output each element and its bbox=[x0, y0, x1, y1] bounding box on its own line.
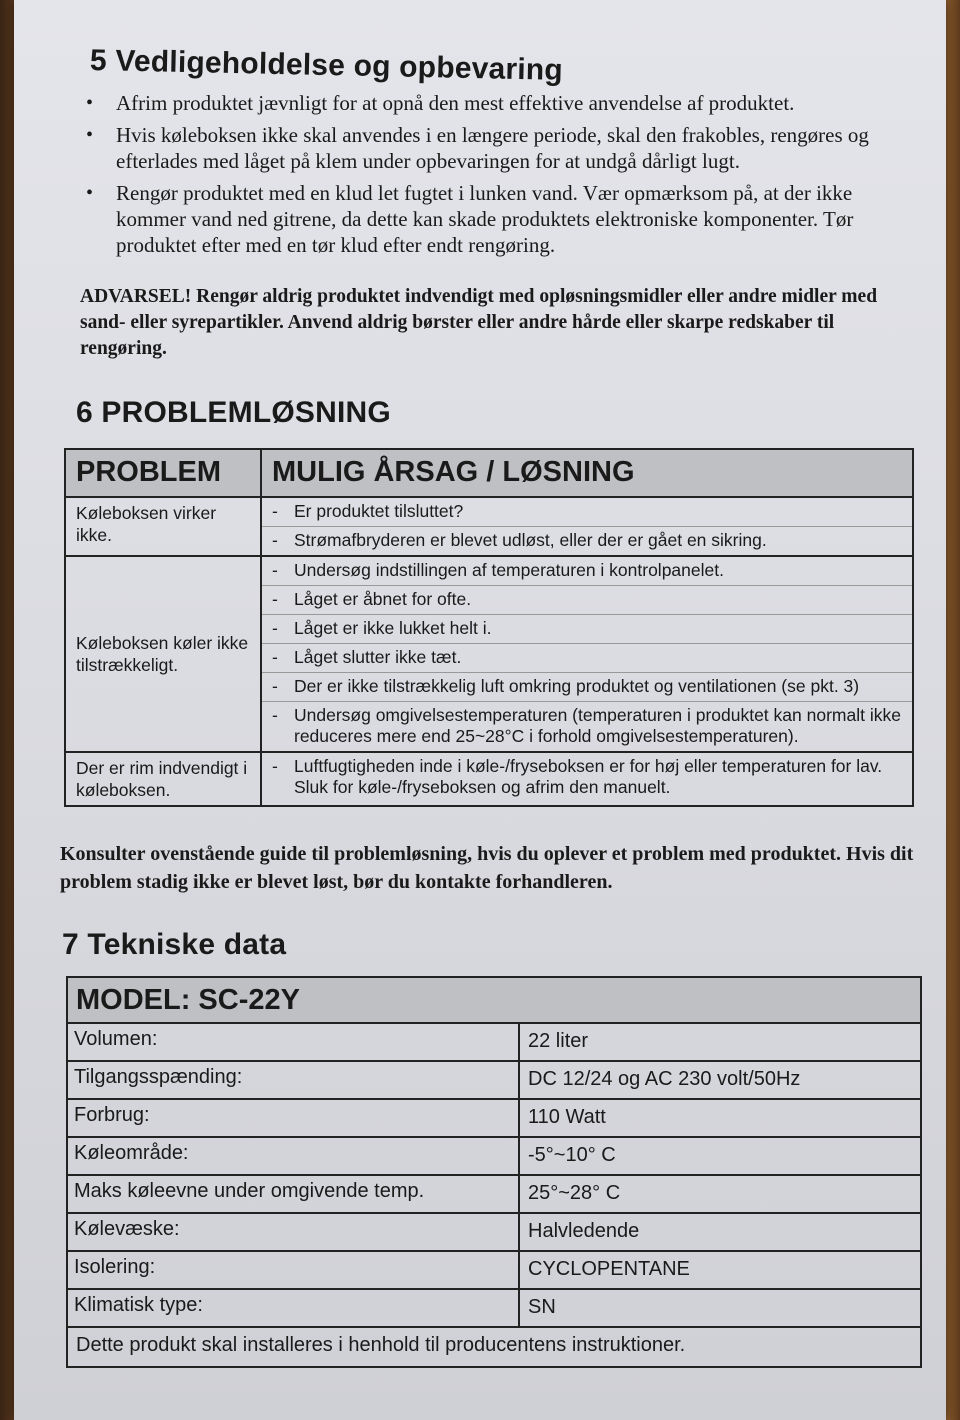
table-row bbox=[68, 1176, 920, 1214]
solution-text: Undersøg indstillingen af temperaturen i kontrolpanelet. bbox=[294, 560, 724, 580]
problem-cell: Køleboksen køler ikke tilstrækkeligt. bbox=[66, 557, 262, 751]
column-header-solution: MULIG ÅRSAG / LØSNING bbox=[272, 456, 635, 488]
spec-value: 25°~28° C bbox=[528, 1182, 621, 1204]
list-item bbox=[82, 180, 922, 258]
solution-item bbox=[262, 557, 912, 586]
solution-text: Undersøg omgivelsestemperaturen (temperaturen i produktet kan normalt ikke reduceres mere end 25~28°C i forhold omgivelsestemperaturen). bbox=[294, 705, 901, 746]
problem-cell: Der er rim indvendigt i køleboksen. bbox=[66, 753, 262, 805]
spec-value: 110 Watt bbox=[528, 1106, 606, 1128]
solution-item bbox=[262, 586, 912, 615]
solution-item bbox=[262, 498, 912, 527]
table-row bbox=[68, 1024, 920, 1062]
section-5-title: 5 Vedligeholdelse og opbevaring bbox=[89, 44, 564, 87]
table-header bbox=[66, 450, 912, 498]
dash: - bbox=[272, 756, 278, 776]
spec-value: 22 liter bbox=[528, 1030, 589, 1052]
dash: - bbox=[272, 501, 278, 521]
dash: - bbox=[272, 589, 278, 609]
table-row bbox=[68, 1290, 920, 1328]
section-6-title: 6 PROBLEMLØSNING bbox=[76, 396, 391, 429]
bullet-icon: • bbox=[86, 124, 94, 146]
spec-key: Tilgangsspænding: bbox=[68, 1062, 520, 1098]
warning-text: ADVARSEL! Rengør aldrig produktet indvendigt med opløsningsmidler eller andre midler med sand- eller syrepartikler. Anvend aldrig børster eller andre hårde eller skarpe redskaber til rengøring. bbox=[80, 286, 878, 359]
dash: - bbox=[272, 618, 278, 638]
technical-data-table bbox=[66, 976, 922, 1368]
solution-item bbox=[262, 615, 912, 644]
dash: - bbox=[272, 560, 278, 580]
model-header: MODEL: SC-22Y bbox=[68, 978, 920, 1024]
spec-value: DC 12/24 og AC 230 volt/50Hz bbox=[528, 1068, 801, 1090]
list-item-text: Hvis køleboksen ikke skal anvendes i en længere periode, skal den frakobles, rengøres og efterlades med låget på klem under opbevaringen for at undgå dårligt lugt. bbox=[116, 123, 869, 173]
spec-value: -5°~10° C bbox=[528, 1144, 616, 1166]
list-item bbox=[82, 90, 922, 116]
installation-note: Dette produkt skal installeres i henhold til producentens instruktioner. bbox=[76, 1334, 686, 1356]
solution-text: Låget slutter ikke tæt. bbox=[294, 647, 462, 667]
solution-cell bbox=[262, 557, 912, 751]
solution-text: Låget er ikke lukket helt i. bbox=[294, 618, 492, 638]
solution-item bbox=[262, 753, 912, 802]
spec-value: SN bbox=[528, 1296, 556, 1318]
problem-cell: Køleboksen virker ikke. bbox=[66, 498, 262, 555]
solution-text: Der er ikke tilstrækkelig luft omkring produktet og ventilationen (se pkt. 3) bbox=[294, 676, 860, 696]
section-7-title: 7 Tekniske data bbox=[62, 928, 287, 961]
solution-text: Luftfugtigheden inde i køle-/fryseboksen er for høj eller temperaturen for lav. Sluk for køle-/fryseboksen og afrim den manuelt. bbox=[294, 756, 883, 797]
solution-item bbox=[262, 673, 912, 702]
solution-cell bbox=[262, 498, 912, 555]
dash: - bbox=[272, 530, 278, 550]
list-item bbox=[82, 122, 922, 174]
solution-item bbox=[262, 527, 912, 555]
spec-key: Køleområde: bbox=[68, 1138, 520, 1174]
spec-key: Isolering: bbox=[68, 1252, 520, 1288]
spec-key: Kølevæske: bbox=[68, 1214, 520, 1250]
bullet-icon: • bbox=[86, 182, 94, 204]
spec-value: Halvledende bbox=[528, 1220, 640, 1242]
spec-key: Forbrug: bbox=[68, 1100, 520, 1136]
table-row bbox=[68, 1100, 920, 1138]
table-row bbox=[68, 1214, 920, 1252]
table-row bbox=[68, 1062, 920, 1100]
list-item-text: Afrim produktet jævnligt for at opnå den mest effektive anvendelse af produktet. bbox=[116, 91, 795, 115]
solution-text: Er produktet tilsluttet? bbox=[294, 501, 464, 521]
spec-key: Klimatisk type: bbox=[68, 1290, 520, 1326]
table-row bbox=[68, 1252, 920, 1290]
table-row bbox=[68, 1138, 920, 1176]
maintenance-list bbox=[82, 90, 922, 264]
solution-text: Låget er åbnet for ofte. bbox=[294, 589, 472, 609]
solution-item bbox=[262, 702, 912, 751]
spec-key: Maks køleevne under omgivende temp. bbox=[68, 1176, 520, 1212]
solution-cell bbox=[262, 753, 912, 805]
dash: - bbox=[272, 647, 278, 667]
bullet-icon: • bbox=[86, 92, 94, 114]
spec-value: CYCLOPENTANE bbox=[528, 1258, 690, 1280]
solution-text: Strømafbryderen er blevet udløst, eller der er gået en sikring. bbox=[294, 530, 767, 550]
list-item-text: Rengør produktet med en klud let fugtet i lunken vand. Vær opmærksom på, at der ikke kommer vand ned gitrene, da dette kan skade produktets elektroniske komponenter. Tør produktet efter med en tør klud efter endt rengøring. bbox=[116, 181, 854, 257]
solution-item bbox=[262, 644, 912, 673]
table-row bbox=[66, 753, 912, 805]
dash: - bbox=[272, 676, 278, 696]
dash: - bbox=[272, 705, 278, 725]
troubleshooting-table bbox=[64, 448, 914, 807]
table-row bbox=[66, 557, 912, 753]
table-row bbox=[66, 498, 912, 557]
spec-key: Volumen: bbox=[68, 1024, 520, 1060]
consult-note: Konsulter ovenstående guide til problemløsning, hvis du oplever et problem med produktet. Hvis dit problem stadig ikke er blevet løst, bør du kontakte forhandleren. bbox=[60, 843, 914, 893]
column-header-problem: PROBLEM bbox=[66, 450, 262, 496]
